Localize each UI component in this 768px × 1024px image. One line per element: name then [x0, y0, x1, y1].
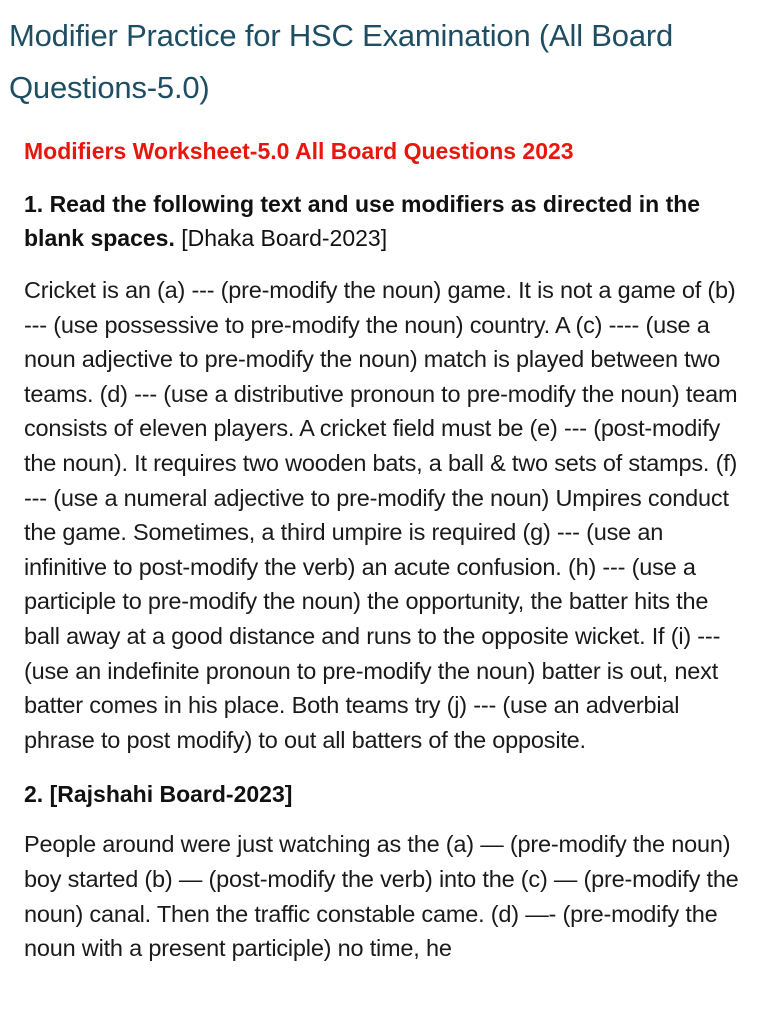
- question-2-heading: 2. [Rajshahi Board-2023]: [24, 781, 293, 808]
- article-content: [0, 136, 768, 966]
- question-1-instruction: 1. Read the following text and use modifiers as directed in the blank spaces.: [24, 191, 701, 251]
- question-1-text: Cricket is an (a) --- (pre-modify the noun) game. It is not a game of (b) --- (use possessive to pre-modify the noun) country. A (c) ---- (use a noun adjective to pre-modify the noun) match is played between two teams. (d) --- (use a distributive pronoun to pre-modify the noun) team consists of eleven players. A cricket field must be (e) --- (post-modify the noun). It requires two wooden bats, a ball & two sets of stamps. (f) --- (use a numeral adjective to pre-modify the noun) Umpires conduct the game. Sometimes, a third umpire is required (g) --- (use an infinitive to post-modify the verb) an acute confusion. (h) --- (use a participle to pre-modify the noun) the opportunity, the batter hits the ball away at a good distance and runs to the opposite wicket. If (i) --- (use an indefinite pronoun to pre-modify the noun) batter is out, next batter comes in his place. Both teams try (j) --- (use an adverbial phrase to post modify) to out all batters of the opposite.: [24, 277, 738, 753]
- question-1-heading: [24, 187, 746, 255]
- page-title: Modifier Practice for HSC Examination (All Board Questions-5.0): [9, 18, 674, 105]
- worksheet-heading: Modifiers Worksheet-5.0 All Board Questions 2023: [24, 138, 574, 164]
- question-2-text: People around were just watching as the (a) — (pre-modify the noun) boy started (b) — (post-modify the verb) into the (c) — (pre-modify the noun) canal. Then the traffic constable came. (d) —- (pre-modify the noun with a present participle) no time, he: [24, 831, 739, 962]
- question-1-board: [Dhaka Board-2023]: [174, 225, 388, 251]
